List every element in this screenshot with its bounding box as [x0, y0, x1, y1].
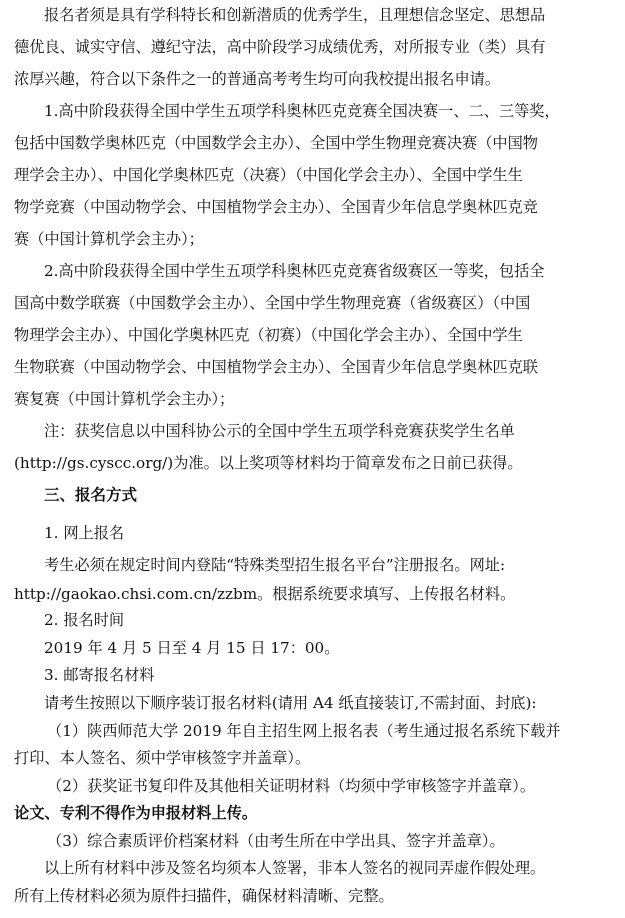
step-1-desc-line-1: 考生必须在规定时间内登陆“特殊类型招生报名平台”注册报名。网址: [44, 556, 506, 574]
note-line-2: (http://gs.cyscc.org/)为准。以上奖项等材料均于简章发布之日前已获得。 [14, 454, 523, 472]
step-3-title: 3. 邮寄报名材料 [44, 666, 155, 684]
condition-2-line-4: 生物联赛（中国动物学会、中国植物学会主办）、全国青少年信息学奥林匹克联 [14, 358, 538, 376]
step-3-instruction: 请考生按照以下顺序装订报名材料(请用 A4 纸直接装订,不需封面、封底): [44, 694, 537, 712]
condition-2-line-1: 2.高中阶段获得全国中学生五项学科奥林匹克竞赛省级赛区一等奖，包括全 [44, 262, 545, 280]
note-line-1: 注：获奖信息以中国科协公示的全国中学生五项学科竞赛获奖学生名单 [44, 422, 515, 440]
material-2-line-1: （2）获奖证书复印件及其他相关证明材料（均须中学审核签字并盖章）。 [47, 777, 536, 795]
condition-2-line-3: 物理学会主办）、中国化学奥林匹克（初赛）（中国化学会主办）、全国中学生 [14, 326, 523, 344]
material-1-line-2: 打印、本人签名、须中学审核签字并盖章）。 [14, 749, 311, 767]
condition-1-line-2: 包括中国数学奥林匹克（中国数学会主办）、全国中学生物理竞赛决赛（中国物 [14, 134, 538, 152]
condition-1-line-3: 理学会主办）、中国化学奥林匹克（决赛）（中国化学会主办）、全国中学生生 [14, 166, 523, 184]
step-2-title: 2. 报名时间 [44, 611, 125, 629]
step-2-time: 2019 年 4 月 5 日至 4 月 15 日 17：00。 [44, 639, 340, 657]
paragraph-eligibility-line-2: 德优良、诚实守信、遵纪守法，高中阶段学习成绩优秀，对所报专业（类）具有 [14, 38, 546, 56]
paragraph-eligibility-line-1: 报名者须是具有学科特长和创新潜质的优秀学生，且理想信念坚定、思想品 [44, 6, 546, 24]
condition-2-line-2: 国高中数学联赛（中国数学会主办）、全国中学生物理竞赛（省级赛区）（中国 [14, 294, 531, 312]
section-heading-registration: 三、报名方式 [44, 486, 138, 504]
material-3-line: （3）综合素质评价档案材料（由考生所在中学出具、签字并盖章）。 [47, 832, 505, 850]
step-1-title: 1. 网上报名 [44, 524, 125, 542]
material-2-warning: 论文、专利不得作为申报材料上传。 [14, 804, 257, 822]
signature-note-line-2: 所有上传材料必须为原件扫描件，确保材料清晰、完整。 [14, 887, 394, 905]
material-1-line-1: （1）陕西师范大学 2019 年自主招生网上报名表（考生通过报名系统下载并 [47, 722, 561, 740]
condition-2-line-5: 赛复赛（中国计算机学会主办）； [14, 390, 235, 408]
condition-1-line-4: 物学竞赛（中国动物学会、中国植物学会主办）、全国青少年信息学奥林匹克竞 [14, 198, 538, 216]
condition-1-line-5: 赛（中国计算机学会主办）； [14, 230, 204, 248]
signature-note-line-1: 以上所有材料中涉及签名均须本人签署，非本人签名的视同弄虚作假处理。 [44, 859, 546, 877]
step-1-desc-line-2: http://gaokao.chsi.com.cn/zzbm。根据系统要求填写、上传报名材料。 [14, 585, 516, 603]
condition-1-line-1: 1.高中阶段获得全国中学生五项学科奥林匹克竞赛全国决赛一、二、三等奖， [44, 102, 560, 120]
paragraph-eligibility-line-3: 浓厚兴趣，符合以下条件之一的普通高考考生均可向我校提出报名申请。 [14, 70, 500, 88]
